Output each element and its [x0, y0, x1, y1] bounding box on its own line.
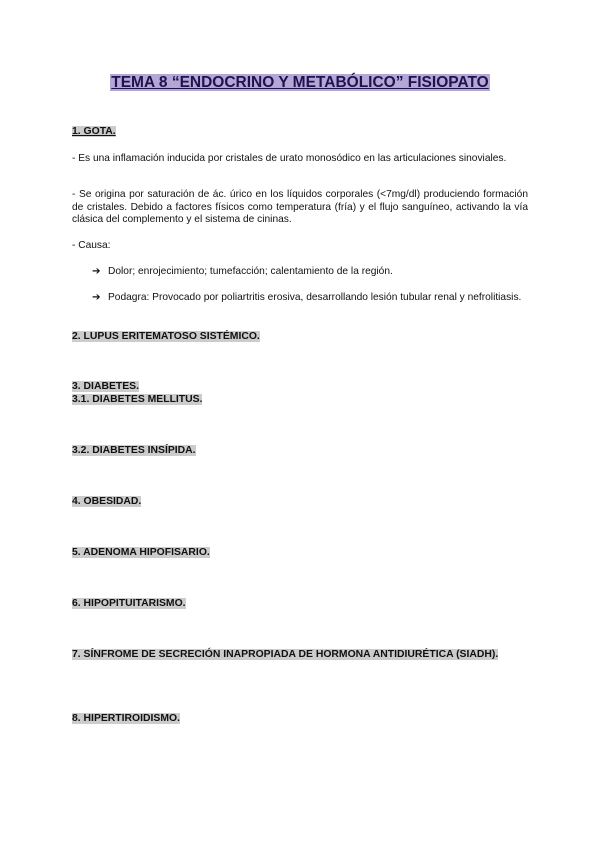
gota-bullet-1 — [92, 266, 528, 279]
heading-hipopituitarismo: 6. HIPOPITUITARISMO. — [72, 598, 186, 609]
heading-siadh: 7. SÍNFROME DE SECRECIÓN INAPROPIADA DE HORMONA ANTIDIURÉTICA (SIADH). — [72, 649, 499, 660]
gota-paragraph-2: - Se origina por saturación de ác. úrico en los líquidos corporales (<7mg/dl) produciendo formación de cristales. Debido a factores físicos como temperatura (fría) y el flujo sanguíneo, activando la vía clásica del complemento y el sistema de cininas. — [72, 189, 528, 226]
bullet-text: Dolor; enrojecimiento; tumefacción; calentamiento de la región. — [108, 266, 393, 277]
gota-bullet-2 — [92, 292, 528, 305]
arrow-right-icon: ➔ — [92, 266, 101, 277]
heading-obesidad: 4. OBESIDAD. — [72, 496, 142, 507]
document-title: TEMA 8 “ENDOCRINO Y METABÓLICO” FISIOPATO — [111, 74, 489, 91]
gota-paragraph-1: - Es una inflamación inducida por cristales de urato monosódico en las articulaciones sinoviales. — [72, 153, 507, 164]
heading-diabetes-mellitus: 3.1. DIABETES MELLITUS. — [72, 394, 203, 405]
heading-diabetes: 3. DIABETES. — [72, 381, 139, 392]
heading-lupus: 2. LUPUS ERITEMATOSO SISTÉMICO. — [72, 331, 260, 342]
heading-gota: 1. GOTA. — [72, 126, 116, 137]
bullet-text: Podagra: Provocado por poliartritis erosiva, desarrollando lesión tubular renal y nefrolitiasis. — [108, 292, 522, 303]
heading-diabetes-insipida: 3.2. DIABETES INSÍPIDA. — [72, 445, 196, 456]
heading-hipertiroidismo: 8. HIPERTIROIDISMO. — [72, 713, 180, 724]
arrow-right-icon: ➔ — [92, 292, 101, 303]
heading-adenoma-hipofisario: 5. ADENOMA HIPOFISARIO. — [72, 547, 210, 558]
gota-causa-label: - Causa: — [72, 240, 111, 251]
